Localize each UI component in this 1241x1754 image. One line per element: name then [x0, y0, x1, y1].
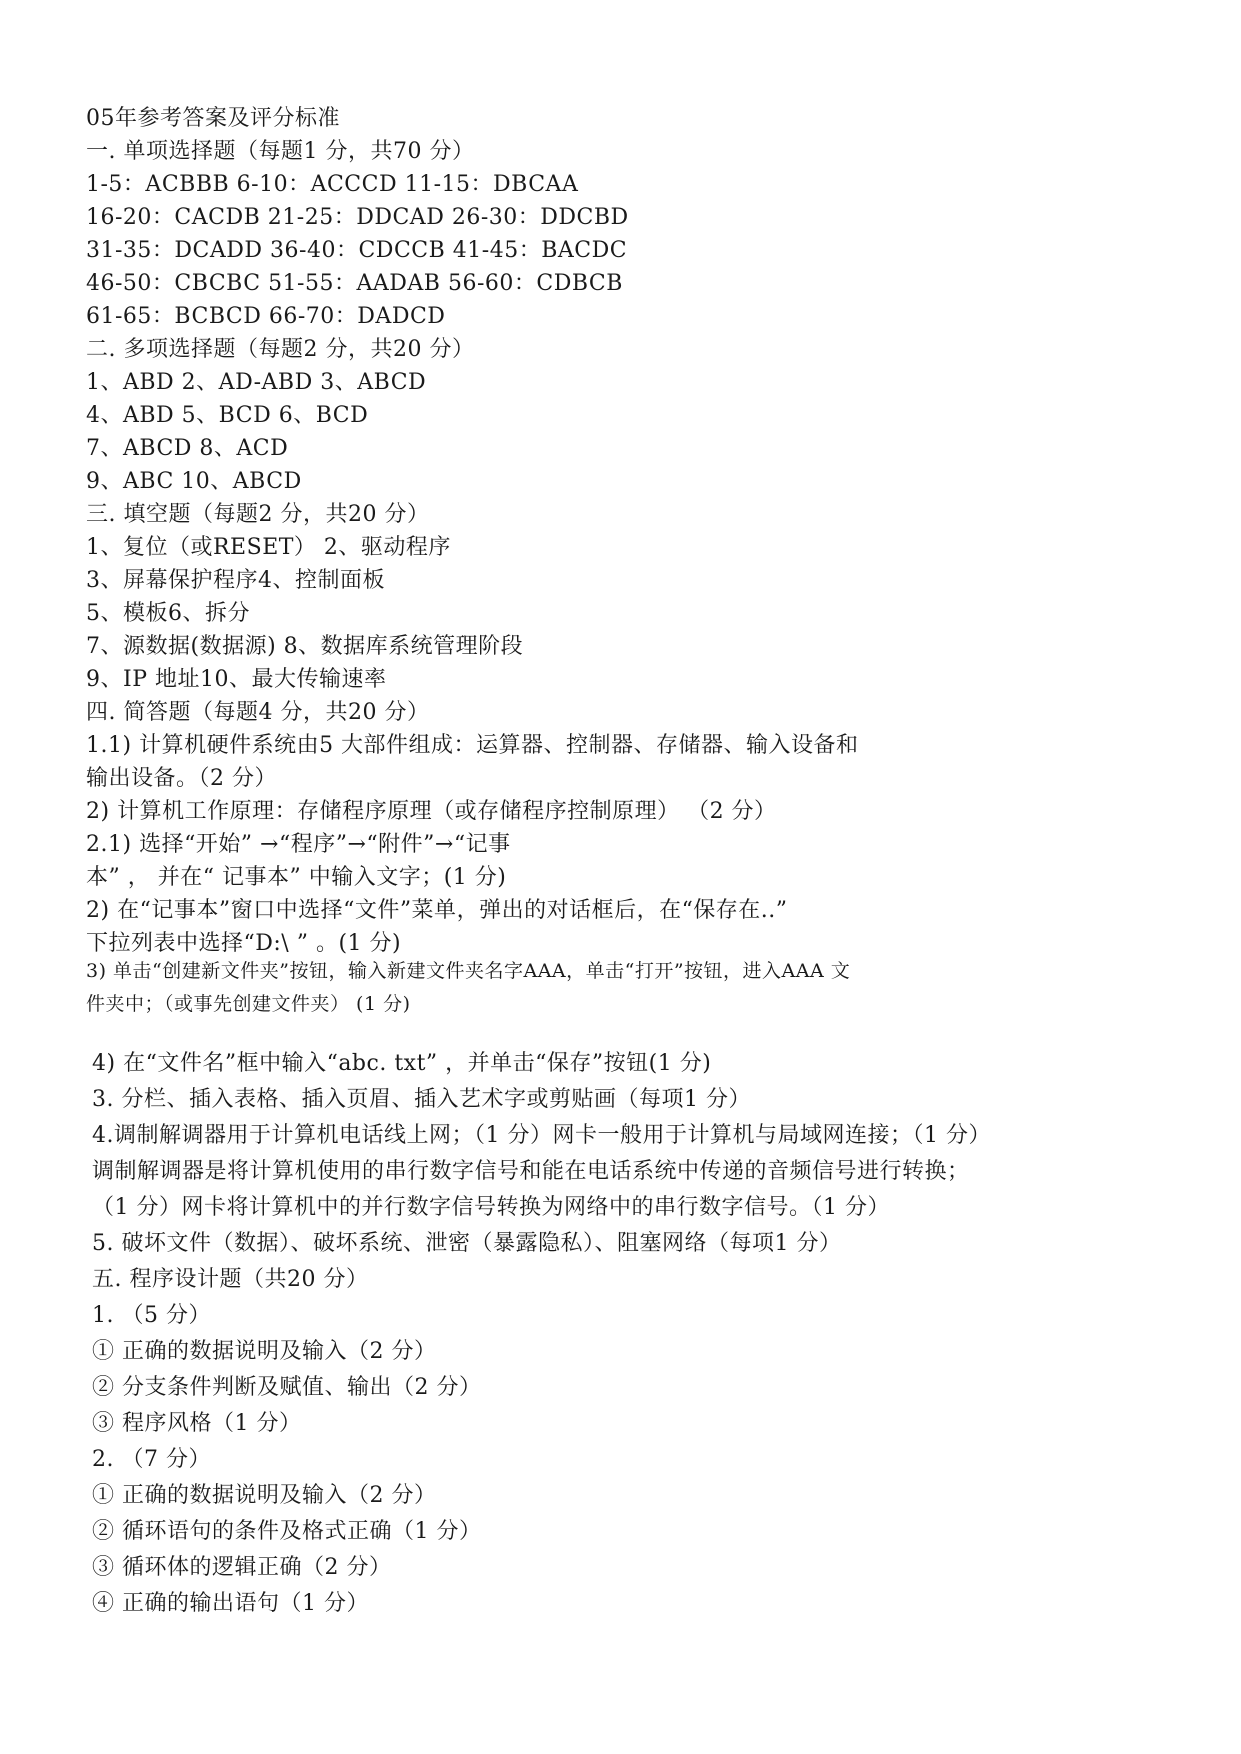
- answer-line: ③ 循环体的逻辑正确（2 分）: [92, 1555, 392, 1580]
- answer-line-small: 件夹中；（或事先创建文件夹） (1 分): [86, 993, 411, 1015]
- answer-line: 3、屏幕保护程序4、控制面板: [86, 568, 385, 593]
- answer-line: 2) 在“记事本”窗口中选择“文件”菜单，弹出的对话框后，在“保存在..”: [86, 898, 788, 923]
- answer-line: 1.1) 计算机硬件系统由5 大部件组成：运算器、控制器、存储器、输入设备和: [86, 733, 859, 758]
- answer-line: （1 分）网卡将计算机中的并行数字信号转换为网络中的串行数字信号。（1 分）: [92, 1195, 890, 1220]
- answer-line: 9、IP 地址10、最大传输速率: [86, 667, 387, 692]
- answer-line: 7、源数据(数据源) 8、数据库系统管理阶段: [86, 634, 524, 659]
- section-heading-multiple-choice: 二. 多项选择题（每题2 分，共20 分）: [86, 337, 475, 362]
- section-heading-fill-in: 三. 填空题（每题2 分，共20 分）: [86, 502, 430, 527]
- answer-line: 2) 计算机工作原理：存储程序原理（或存储程序控制原理） （2 分）: [86, 799, 777, 824]
- answer-line: ② 分支条件判断及赋值、输出（2 分）: [92, 1375, 482, 1400]
- answer-line: 4.调制解调器用于计算机电话线上网；（1 分）网卡一般用于计算机与局域网连接；（1 分）: [92, 1123, 991, 1148]
- document-title: 05年参考答案及评分标准: [86, 106, 340, 131]
- answer-text-block-small: [86, 955, 1206, 1021]
- answer-line: 61-65：BCBCD 66-70：DADCD: [86, 304, 446, 329]
- answer-line: 调制解调器是将计算机使用的串行数字信号和能在电话系统中传递的音频信号进行转换；: [92, 1159, 970, 1184]
- answer-line: 2.1) 选择“开始” →“程序”→“附件”→“记事: [86, 832, 511, 857]
- answer-line: 1. （5 分）: [92, 1303, 211, 1328]
- answer-line: 1、复位（或RESET） 2、驱动程序: [86, 535, 451, 560]
- answer-line: ② 循环语句的条件及格式正确（1 分）: [92, 1519, 482, 1544]
- answer-line: 本” ， 并在“ 记事本” 中输入文字；(1 分): [86, 865, 507, 890]
- answer-line: 7、ABCD 8、ACD: [86, 436, 289, 461]
- answer-line: ① 正确的数据说明及输入（2 分）: [92, 1339, 437, 1364]
- answer-line: 下拉列表中选择“D:\ ” 。(1 分): [86, 931, 402, 956]
- answer-line: 5、模板6、拆分: [86, 601, 250, 626]
- answer-line: ④ 正确的输出语句（1 分）: [92, 1591, 369, 1616]
- answer-line: 5. 破坏文件（数据）、破坏系统、泄密（暴露隐私）、阻塞网络（每项1 分）: [92, 1231, 842, 1256]
- answer-text-block-1: [86, 102, 1206, 960]
- section-heading-single-choice: 一. 单项选择题（每题1 分，共70 分）: [86, 139, 475, 164]
- answer-line: 4) 在“文件名”框中输入“abc. txt” ，并单击“保存”按钮(1 分): [92, 1051, 712, 1076]
- answer-line: 9、ABC 10、ABCD: [86, 469, 302, 494]
- answer-line: 1-5：ACBBB 6-10：ACCCD 11-15：DBCAA: [86, 172, 579, 197]
- answer-text-block-2: [92, 1046, 1212, 1622]
- answer-line: ① 正确的数据说明及输入（2 分）: [92, 1483, 437, 1508]
- answer-line: 3. 分栏、插入表格、插入页眉、插入艺术字或剪贴画（每项1 分）: [92, 1087, 751, 1112]
- answer-line: ③ 程序风格（1 分）: [92, 1411, 302, 1436]
- answer-line: 2. （7 分）: [92, 1447, 211, 1472]
- answer-line: 1、ABD 2、AD-ABD 3、ABCD: [86, 370, 427, 395]
- answer-line: 46-50：CBCBC 51-55：AADAB 56-60：CDBCB: [86, 271, 623, 296]
- answer-line-small: 3) 单击“创建新文件夹”按钮，输入新建文件夹名字AAA，单击“打开”按钮，进入AAA 文: [86, 960, 851, 982]
- section-heading-short-answer: 四. 简答题（每题4 分，共20 分）: [86, 700, 430, 725]
- answer-line: 31-35：DCADD 36-40：CDCCB 41-45：BACDC: [86, 238, 628, 263]
- answer-line: 16-20：CACDB 21-25：DDCAD 26-30：DDCBD: [86, 205, 629, 230]
- answer-line: 输出设备。（2 分）: [86, 766, 277, 791]
- answer-line: 4、ABD 5、BCD 6、BCD: [86, 403, 369, 428]
- section-heading-programming: 五. 程序设计题（共20 分）: [92, 1267, 369, 1292]
